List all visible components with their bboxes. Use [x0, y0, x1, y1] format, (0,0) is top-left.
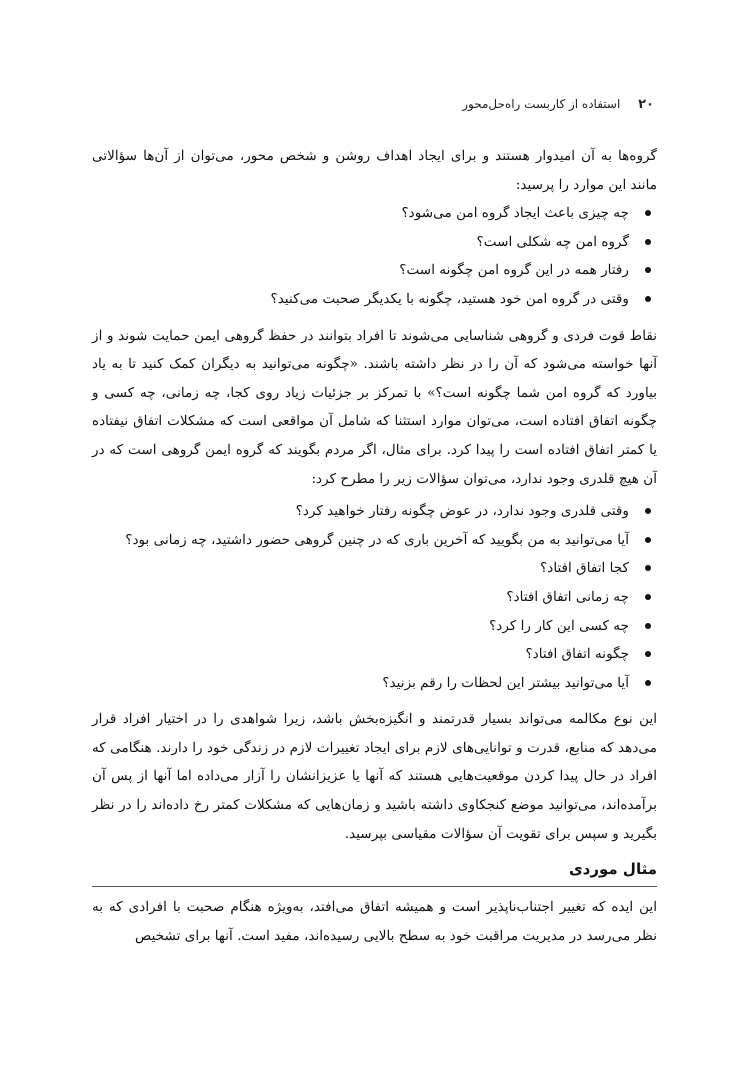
- running-title: استفاده از کاربست راه‌حل‌محور: [462, 97, 621, 111]
- list-item: وقتی در گروه امن خود هستید، چگونه با یکدیگر صحبت می‌کنید؟: [92, 285, 629, 314]
- list-item: آیا می‌توانید به من بگویید که آخرین باری که در چنین گروهی حضور داشتید، چه زمانی بود؟: [92, 526, 629, 555]
- list-item: چه چیزی باعث ایجاد گروه امن می‌شود؟: [92, 199, 629, 228]
- bullet-icon: [645, 239, 651, 245]
- list-item: وقتی قلدری وجود ندارد، در عوض چگونه رفتار خواهید کرد؟: [92, 497, 629, 526]
- bullet-list-questions-safe-group: [92, 199, 657, 313]
- list-item: رفتار همه در این گروه امن چگونه است؟: [92, 256, 629, 285]
- list-item: گروه امن چه شکلی است؟: [92, 228, 629, 257]
- section-divider: [92, 886, 657, 887]
- bullet-icon: [645, 651, 651, 657]
- strengths-paragraph: نقاط قوت فردی و گروهی شناسایی می‌شوند تا افراد بتوانند در حفظ گروهی ایمن حمایت شوند و از آنها خواسته می‌شود که آن را در نظر داشته باشند. «چگونه می‌توانید به دیگران کمک کنید تا به یاد بیاورد که گروه امن شما چگونه است؟» با تمرکز بر جزئیات زیاد روی کجا، چه زمانی، چه کسی و چگونه اتفاق افتاده است، می‌توان موارد استثنا که شامل آن مواقعی است که مشکلات اتفاق نیفتاده یا کمتر اتفاق افتاده است را پیدا کرد. برای مثال، اگر مردم بگویند که گروه ایمن گروهی است که در آن هیچ قلدری وجود ندارد، می‌توان سؤالات زیر را مطرح کرد:: [92, 327, 657, 487]
- list-item: کجا اتفاق افتاد؟: [92, 554, 629, 583]
- list-item: چگونه اتفاق افتاد؟: [92, 640, 629, 669]
- bullet-icon: [645, 623, 651, 629]
- bullet-icon: [645, 594, 651, 600]
- bullet-list-questions-bullying: [92, 497, 657, 697]
- page-number: ۲۰: [638, 97, 654, 112]
- bullet-icon: [645, 537, 651, 543]
- list-item: چه کسی این کار را کرد؟: [92, 612, 629, 641]
- section-title: مثال موردی: [568, 860, 657, 879]
- case-example-paragraph: این ایده که تغییر اجتناب‌ناپذیر است و همیشه اتفاق می‌افتد، به‌ویژه هنگام صحبت با افرادی که به نظر می‌رسد در مدیریت مراقبت خود به سطح بالایی رسیده‌اند، مفید است. آنها برای تشخیص: [92, 899, 657, 944]
- list-item: آیا می‌توانید بیشتر این لحظات را رقم بزنید؟: [92, 669, 629, 698]
- bullet-icon: [645, 210, 651, 216]
- bullet-icon: [645, 680, 651, 686]
- list-item: چه زمانی اتفاق افتاد؟: [92, 583, 629, 612]
- intro-paragraph: گروه‌ها به آن امیدوار هستند و برای ایجاد اهداف روشن و شخص محور، می‌توان از آن‌ها سؤالاتی مانند این موارد را پرسید:: [92, 148, 657, 193]
- bullet-icon: [645, 267, 651, 273]
- bullet-icon: [645, 508, 651, 514]
- conversation-paragraph: این نوع مکالمه می‌تواند بسیار قدرتمند و انگیزه‌بخش باشد، زیرا شواهدی را در اختیار افراد قرار می‌دهد که منابع، قدرت و توانایی‌های لازم برای ایجاد تغییرات لازم در زندگی خود را دارند. هنگامی که افراد در حال پیدا کردن موقعیت‌هایی هستند که آنها یا عزیزانشان را آزار می‌داده اما آنها از پس آن برآمده‌اند، می‌توانید موضع کنجکاوی داشته باشید و زمان‌هایی که مشکلات کمتر رخ داده‌اند را در نظر بگیرید و سپس برای تقویت آن سؤالات مقیاسی بپرسید.: [92, 711, 657, 842]
- page-body: [92, 142, 657, 950]
- running-header: [462, 97, 654, 112]
- bullet-icon: [645, 296, 651, 302]
- bullet-icon: [645, 565, 651, 571]
